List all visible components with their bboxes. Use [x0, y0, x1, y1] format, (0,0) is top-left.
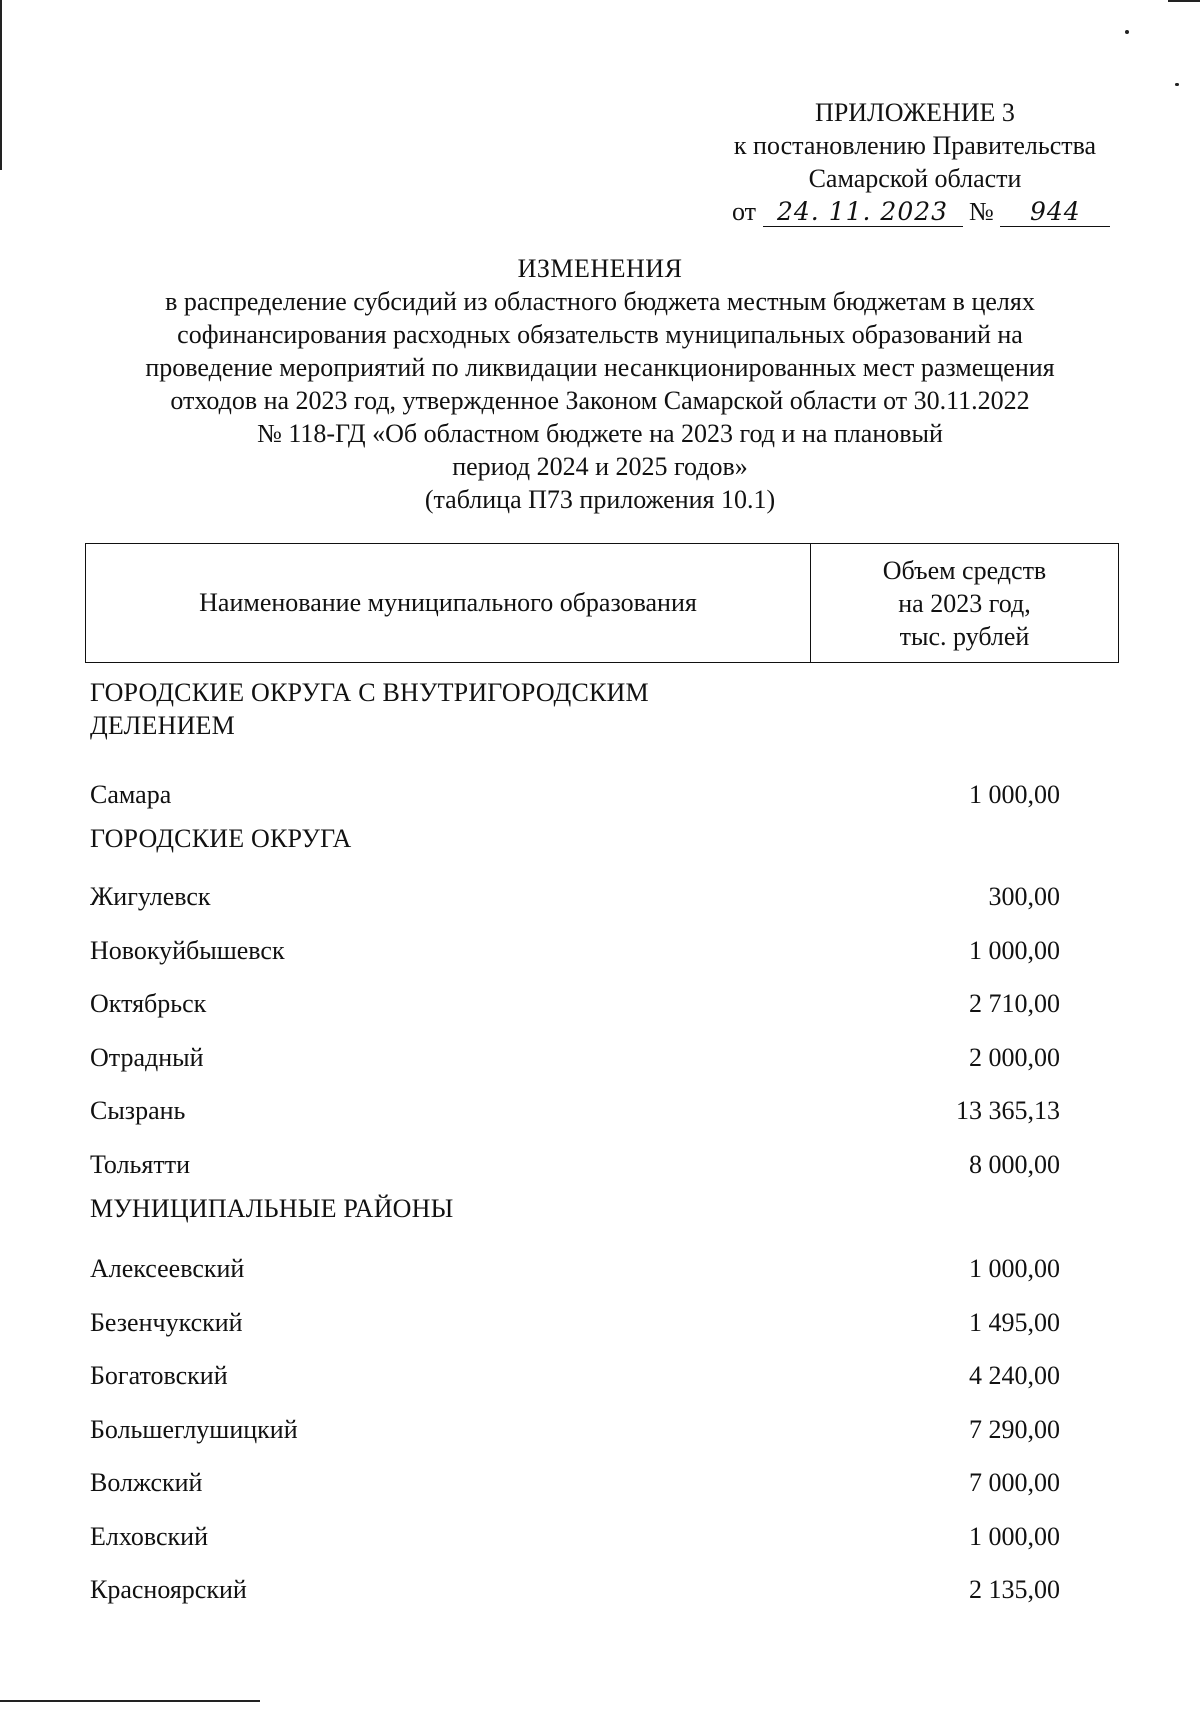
- column-header-name: Наименование муниципального образования: [86, 544, 811, 662]
- handwritten-date: 24. 11. 2023: [763, 198, 963, 227]
- scan-dot: [1125, 30, 1129, 34]
- table-row: [90, 1403, 1120, 1457]
- amount-value: 2 710,00: [969, 989, 1060, 1019]
- title-main: ИЗМЕНЕНИЯ: [517, 254, 683, 283]
- amount-value: 1 000,00: [969, 779, 1060, 809]
- handwritten-number: 944: [1000, 198, 1110, 227]
- table-row: [90, 1510, 1120, 1564]
- municipality-name: Большеглушицкий: [90, 1414, 298, 1444]
- table-row: [90, 1085, 1120, 1139]
- table-row: [90, 1243, 1120, 1297]
- column-header-volume-line: Объем средств: [882, 555, 1047, 585]
- amount-value: 300,00: [988, 882, 1060, 912]
- amount-value: 2 135,00: [969, 1575, 1060, 1605]
- title-line: софинансирования расходных обязательств муниципальных образований на: [177, 320, 1023, 349]
- date-prefix: от: [732, 197, 757, 226]
- scan-edge-mark: [0, 0, 2, 170]
- title-line: период 2024 и 2025 годов»: [452, 452, 748, 481]
- appendix-line-2: к постановлению Правительства: [733, 131, 1097, 160]
- appendix-line-3: Самарской области: [808, 164, 1022, 193]
- amount-value: 1 000,00: [969, 1521, 1060, 1551]
- amount-value: 2 000,00: [969, 1042, 1060, 1072]
- municipality-name: Отрадный: [90, 1042, 204, 1072]
- table-row: [90, 1138, 1120, 1192]
- table-row: [90, 1031, 1120, 1085]
- column-header-volume-line: тыс. рублей: [899, 621, 1030, 651]
- table-row: [90, 1350, 1120, 1404]
- column-header-volume-line: на 2023 год,: [898, 588, 1031, 618]
- amount-value: 4 240,00: [969, 1361, 1060, 1391]
- title-line: проведение мероприятий по ликвидации несанкционированных мест размещения: [145, 353, 1055, 382]
- municipality-name: Безенчукский: [90, 1307, 243, 1337]
- appendix-header: [700, 96, 1130, 228]
- amount-value: 7 290,00: [969, 1414, 1060, 1444]
- table-row: [90, 1564, 1120, 1618]
- title-line: отходов на 2023 год, утвержденное Законом Самарской области от 30.11.2022: [170, 386, 1030, 415]
- resolution-date-number: [700, 195, 1130, 228]
- group-heading: [90, 676, 1120, 768]
- table-body: [90, 676, 1120, 1617]
- municipality-name: Елховский: [90, 1521, 208, 1551]
- document-title: [60, 252, 1140, 516]
- amount-value: 7 000,00: [969, 1468, 1060, 1498]
- table-row: [90, 871, 1120, 925]
- column-header-volume: [811, 544, 1118, 662]
- municipality-name: Красноярский: [90, 1575, 247, 1605]
- table-row: [90, 978, 1120, 1032]
- table-row: [90, 1296, 1120, 1350]
- group-heading: [90, 822, 1120, 871]
- municipality-name: Тольятти: [90, 1149, 191, 1179]
- amount-value: 1 000,00: [969, 935, 1060, 965]
- table-row: [90, 1457, 1120, 1511]
- group-heading-line: ГОРОДСКИЕ ОКРУГА С ВНУТРИГОРОДСКИМ: [90, 678, 649, 707]
- title-line: (таблица П73 приложения 10.1): [424, 485, 776, 514]
- group-heading-line: МУНИЦИПАЛЬНЫЕ РАЙОНЫ: [90, 1193, 454, 1223]
- title-line: в распределение субсидий из областного бюджета местным бюджетам в целях: [165, 287, 1035, 316]
- scan-dot: [1175, 83, 1179, 86]
- group-heading: [90, 1192, 1120, 1243]
- scan-edge-mark: [1168, 0, 1200, 2]
- appendix-title: ПРИЛОЖЕНИЕ 3: [815, 98, 1015, 127]
- table-header: [85, 543, 1119, 663]
- number-prefix: №: [969, 197, 994, 226]
- municipality-name: Волжский: [90, 1468, 203, 1498]
- municipality-name: Жигулевск: [90, 882, 211, 912]
- amount-value: 13 365,13: [956, 1096, 1060, 1126]
- municipality-name: Новокуйбышевск: [90, 935, 285, 965]
- municipality-name: Богатовский: [90, 1361, 228, 1391]
- amount-value: 1 495,00: [969, 1307, 1060, 1337]
- amount-value: 8 000,00: [969, 1149, 1060, 1179]
- title-line: № 118-ГД «Об областном бюджете на 2023 год и на плановый: [257, 419, 943, 448]
- municipality-name: Октябрьск: [90, 989, 207, 1019]
- scan-edge-mark: [0, 1700, 260, 1702]
- table-row: [90, 924, 1120, 978]
- municipality-name: Самара: [90, 779, 172, 809]
- group-heading-line: ГОРОДСКИЕ ОКРУГА: [90, 823, 352, 853]
- amount-value: 1 000,00: [969, 1254, 1060, 1284]
- group-heading-line: ДЕЛЕНИЕМ: [90, 711, 235, 740]
- municipality-name: Алексеевский: [90, 1254, 245, 1284]
- municipality-name: Сызрань: [90, 1096, 186, 1126]
- table-row: [90, 768, 1120, 822]
